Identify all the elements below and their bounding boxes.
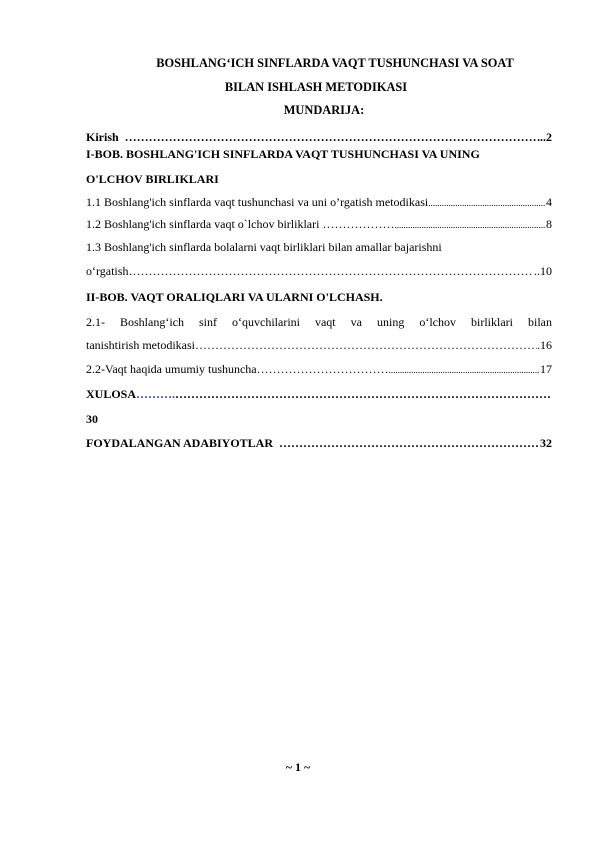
toc-chapter1-heading-line1[interactable]: I-BOB. BOSHLANG'ICH SINFLARDA VAQT TUSHUNCHASI VA UNING bbox=[86, 147, 480, 161]
toc-conclusion-dots: ………. bbox=[136, 387, 176, 401]
toc-word: birliklari bbox=[470, 315, 513, 329]
document-title-line2: BILAN ISHLASH METODIKASI bbox=[224, 80, 408, 94]
toc-entry-1-3-line2[interactable] bbox=[86, 264, 552, 278]
toc-conclusion-page: 30 bbox=[86, 412, 98, 426]
toc-entry-conclusion[interactable] bbox=[86, 387, 552, 401]
toc-1-1-label: 1.1 Boshlang'ich sinflarda vaqt tushunchasi va uni o’rgatish metodikasi bbox=[86, 195, 429, 209]
toc-entry-references[interactable] bbox=[86, 436, 552, 450]
toc-conclusion-label: XULOSA bbox=[86, 387, 137, 401]
toc-word: va bbox=[350, 315, 362, 329]
toc-2-2-label: 2.2-Vaqt haqida umumiy tushuncha…………………………… bbox=[86, 362, 389, 376]
toc-1-2-label: 1.2 Boshlang'ich sinflarda vaqt o`lchov birliklari ……………… bbox=[86, 217, 395, 231]
toc-entry-1-2[interactable] bbox=[86, 217, 552, 232]
toc-word: sinf bbox=[199, 315, 217, 329]
toc-1-2-page: 8 bbox=[546, 217, 552, 231]
toc-entry-2-1-line1[interactable] bbox=[86, 315, 552, 329]
toc-intro-page: ..2 bbox=[540, 130, 552, 144]
toc-leader-dots bbox=[394, 218, 546, 232]
toc-chapter2-heading[interactable]: II-BOB. VAQT ORALIQLARI VA ULARNI O'LCHASH. bbox=[86, 290, 383, 304]
toc-word: Boshlang‘ich bbox=[120, 315, 184, 329]
page-number: ~ 1 ~ bbox=[285, 760, 311, 774]
document-title-line1: BOSHLANG‘ICH SINFLARDA VAQT TUSHUNCHASI VA SOAT bbox=[156, 56, 514, 70]
toc-intro-label: Kirish bbox=[86, 130, 119, 144]
toc-1-1-page: 4 bbox=[546, 195, 552, 209]
toc-entry-1-1[interactable] bbox=[86, 195, 552, 210]
toc-entry-2-1-line2[interactable] bbox=[86, 338, 552, 352]
toc-2-2-page: 17 bbox=[540, 362, 552, 376]
toc-references-page: 32 bbox=[540, 436, 552, 450]
toc-leader-dots bbox=[128, 264, 534, 278]
toc-chapter1-heading-line2[interactable]: O'LCHOV BIRLIKLARI bbox=[86, 172, 219, 186]
toc-leader-dots bbox=[119, 130, 540, 144]
toc-references-label: FOYDALANGAN ADABIYOTLAR bbox=[86, 436, 274, 450]
toc-1-3-label: o‘rgatish bbox=[86, 264, 129, 278]
toc-word: o‘lchov bbox=[419, 315, 456, 329]
toc-entry-1-3-line1[interactable]: 1.3 Boshlang'ich sinflarda bolalarni vaqt birliklari bilan amallar bajarishni bbox=[86, 240, 442, 254]
toc-2-1-page: .16 bbox=[537, 338, 552, 352]
toc-2-1-label: tanishtirish metodikasi bbox=[86, 338, 195, 352]
toc-entry-2-2[interactable] bbox=[86, 362, 552, 377]
toc-entry-intro[interactable] bbox=[86, 130, 552, 144]
toc-leader-dots bbox=[428, 196, 546, 210]
toc-word: uning bbox=[376, 315, 405, 329]
toc-word: o‘quvchilarini bbox=[232, 315, 300, 329]
toc-leader-dots bbox=[175, 387, 552, 401]
toc-word: bilan bbox=[527, 315, 552, 329]
toc-leader-dots bbox=[273, 436, 540, 450]
toc-word: vaqt bbox=[314, 315, 336, 329]
toc-leader-dots bbox=[389, 363, 540, 377]
toc-word: 2.1- bbox=[86, 315, 105, 329]
contents-heading: MUNDARIJA: bbox=[283, 103, 365, 117]
toc-leader-dots bbox=[195, 338, 537, 352]
toc-1-3-page: ..10 bbox=[534, 264, 552, 278]
